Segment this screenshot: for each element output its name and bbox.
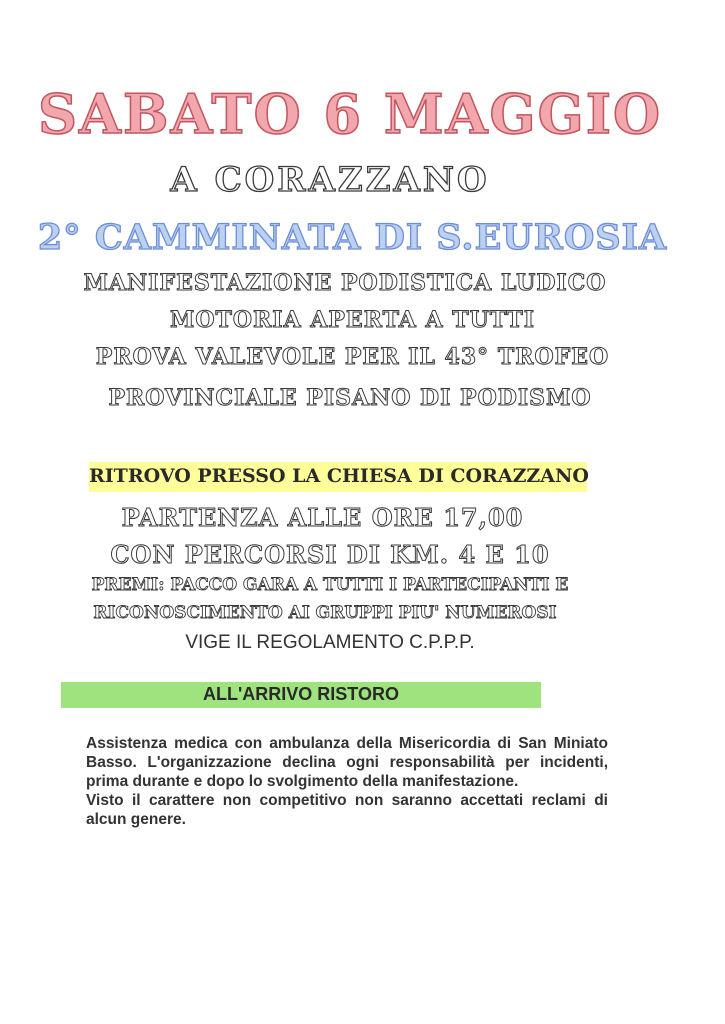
notes-paragraph: Visto il carattere non competitivo non saranno accettati reclami di alcun genere.: [86, 792, 608, 828]
prizes-line: PREMI: PACCO GARA A TUTTI I PARTECIPANTI E: [91, 575, 569, 595]
description-line: MANIFESTAZIONE PODISTICA LUDICO: [83, 270, 607, 296]
meeting-point: RITROVO PRESSO LA CHIESA DI CORAZZANO: [89, 465, 589, 487]
description-line: PROVINCIALE PISANO DI PODISMO: [108, 385, 592, 411]
event-date-title: SABATO 6 MAGGIO: [37, 82, 663, 146]
start-time: PARTENZA ALLE ORE 17,00: [121, 503, 524, 532]
description-line: MOTORIA APERTA A TUTTI: [169, 307, 536, 333]
rules-line: VIGE IL REGOLAMENTO C.P.P.P.: [185, 632, 475, 653]
notes-paragraph: Assistenza medica con ambulanza della Misericordia di San Miniato Basso. L'organizzazione declina ogni responsabilità per incidenti, prima durante e dopo lo svolgimento della manifestazione.: [86, 735, 608, 790]
prizes-line: RICONOSCIMENTO AI GRUPPI PIU' NUMEROSI: [93, 603, 557, 623]
arrival-refreshment: ALL'ARRIVO RISTORO: [203, 684, 399, 704]
notes-block: [86, 734, 608, 829]
event-location: A CORAZZANO: [170, 160, 490, 200]
routes-info: CON PERCORSI DI KM. 4 E 10: [110, 540, 550, 569]
event-name: 2° CAMMINATA DI S.EUROSIA: [37, 217, 668, 258]
description-line: PROVA VALEVOLE PER IL 43° TROFEO: [95, 344, 610, 370]
